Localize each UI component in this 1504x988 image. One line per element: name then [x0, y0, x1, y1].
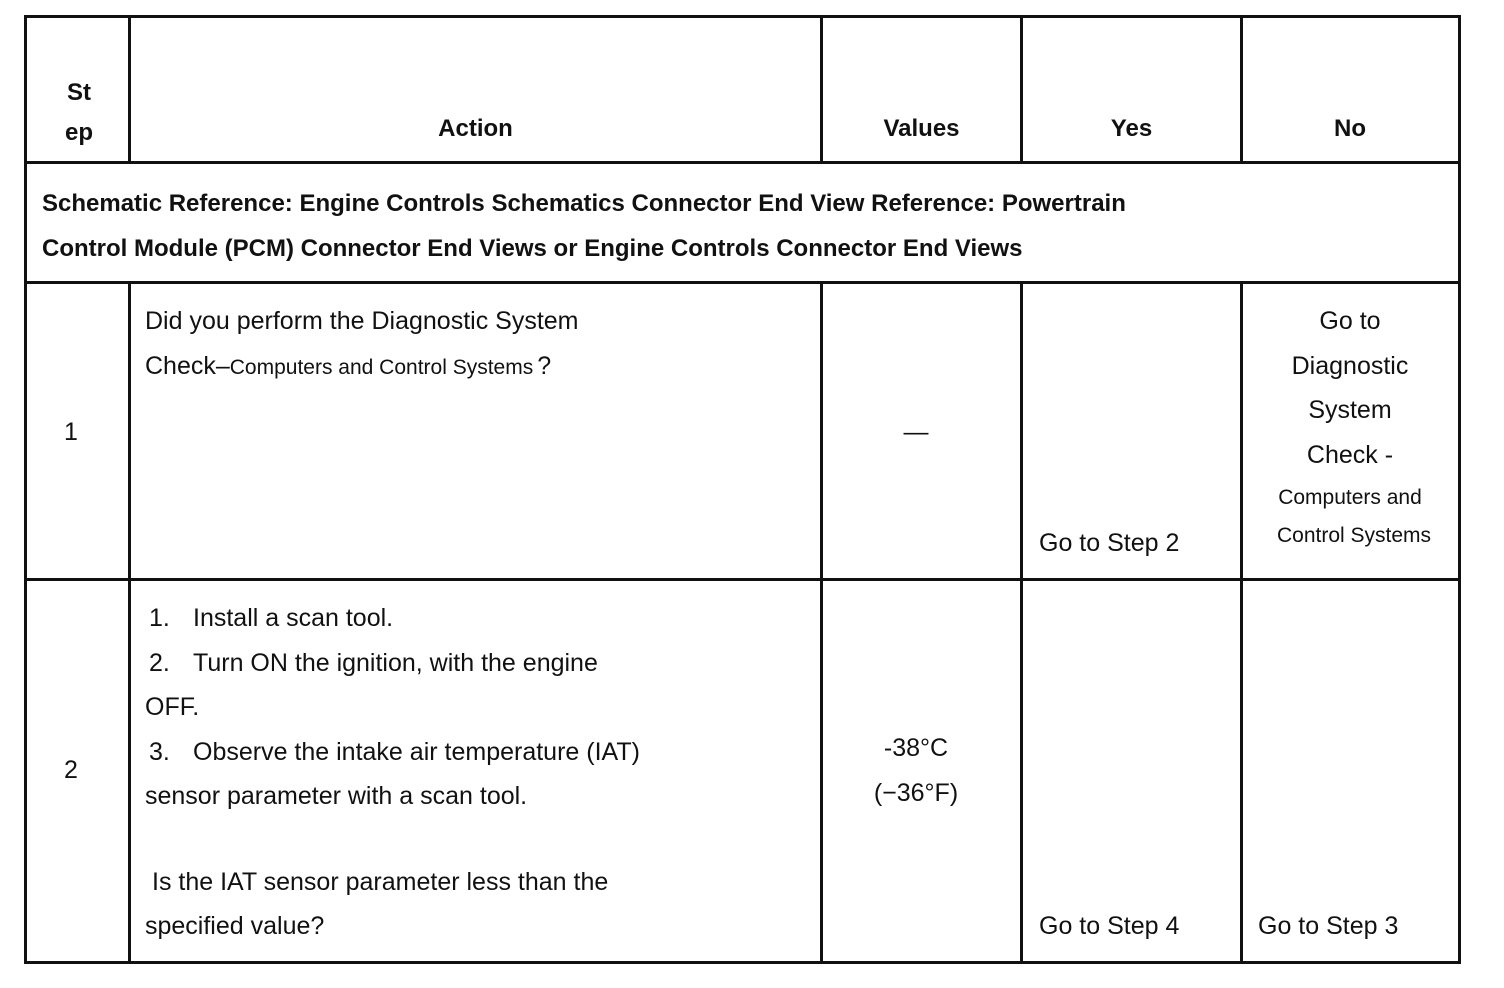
row2-values: [823, 726, 1009, 815]
row1-no-line4: Check -: [1306, 440, 1394, 469]
table-rule-header: [27, 161, 1458, 164]
header-step-line1: St: [67, 79, 91, 106]
row2-step: 2: [64, 756, 78, 784]
row1-no-line6: Control Systems: [1276, 524, 1432, 547]
row1-values: —: [903, 418, 929, 446]
row1-action-line2: [145, 344, 815, 391]
row1-action-line1: Did you perform the Diagnostic System: [145, 307, 579, 335]
col-divider: [1020, 281, 1023, 964]
row2-action: [145, 596, 815, 949]
row1-no-line5: Computers and: [1278, 486, 1422, 509]
header-values: Values: [883, 115, 960, 142]
row2-values-celsius: -38°C: [883, 734, 949, 762]
table-rule-bottom: [27, 961, 1458, 964]
header-step-line2: ep: [64, 119, 93, 146]
col-divider: [820, 281, 823, 964]
row2-question-line1: Is the IAT sensor parameter less than the: [152, 867, 609, 896]
reference-line-2: Control Module (PCM) Connector End Views or Engine Controls Connector End Views: [42, 235, 1023, 262]
list-item: 1. Install a scan tool.: [149, 604, 394, 632]
reference-line-1: Schematic Reference: Engine Controls Schematics Connector End View Reference: Powertrain: [42, 190, 1126, 217]
row2-question-line2: specified value?: [145, 912, 325, 940]
list-item: 3. Observe the intake air temperature (IAT): [149, 737, 640, 766]
row2-values-fahrenheit: (−36°F): [873, 778, 959, 807]
row1-no-line1: Go to: [1319, 307, 1381, 335]
list-item-continuation: OFF.: [145, 693, 200, 721]
row2-no: Go to Step 3: [1258, 912, 1399, 940]
row1-no-line2: Diagnostic: [1291, 351, 1409, 380]
table-rule-reference: [27, 281, 1458, 284]
header-action: Action: [438, 115, 513, 142]
table-rule-row1: [27, 578, 1458, 581]
diagnostic-table: [24, 15, 1461, 964]
header-yes: Yes: [1110, 115, 1153, 142]
list-item: 2. Turn ON the ignition, with the engine: [149, 648, 598, 677]
table-rule-top: [27, 15, 1458, 18]
row1-no-line3: System: [1308, 396, 1392, 424]
row1-yes: Go to Step 2: [1039, 529, 1180, 557]
row1-action: [145, 299, 815, 390]
col-divider: [128, 281, 131, 964]
row2-yes: Go to Step 4: [1039, 912, 1180, 940]
header-step: [30, 73, 128, 153]
schematic-reference: [42, 181, 1442, 271]
row1-action-qmark: ?: [537, 351, 552, 380]
row1-action-link: Computers and Control Systems: [229, 355, 534, 379]
header-no: No: [1334, 115, 1366, 142]
row1-step: 1: [64, 418, 78, 446]
row1-action-check: Check–: [145, 351, 230, 380]
list-item-continuation: sensor parameter with a scan tool.: [145, 782, 528, 810]
row1-no: [1243, 299, 1457, 555]
